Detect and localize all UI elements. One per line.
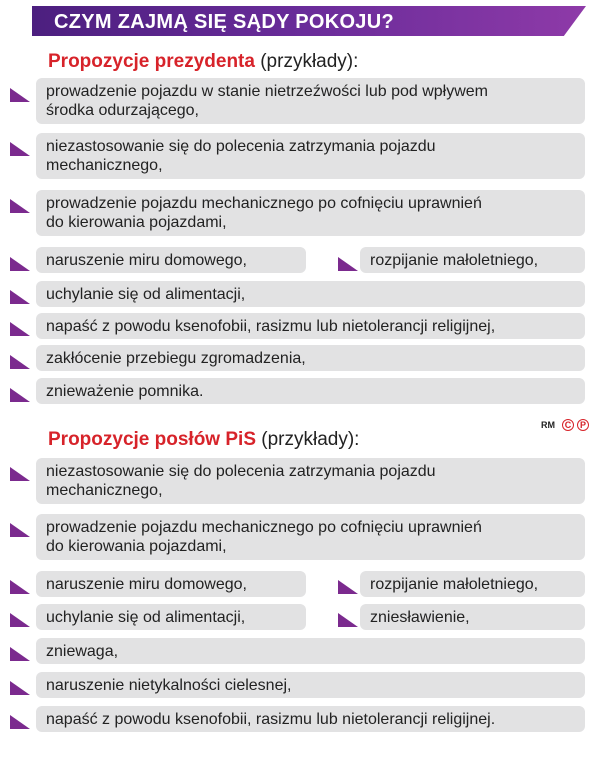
list-item <box>36 514 585 560</box>
triangle-bullet-icon <box>338 580 358 594</box>
triangle-bullet-icon <box>10 290 30 304</box>
list-item: zakłócenie przebiegu zgromadzenia, <box>36 345 585 371</box>
list-item-line: mechanicznego, <box>46 157 163 174</box>
list-item: rozpijanie małoletniego, <box>360 571 585 597</box>
list-item: napaść z powodu ksenofobii, rasizmu lub nietolerancji religijnej, <box>36 313 585 339</box>
list-item-line: prowadzenie pojazdu mechanicznego po cofnięciu uprawnień <box>46 519 482 536</box>
list-item-line: prowadzenie pojazdu w stanie nietrzeźwości lub pod wpływem <box>46 83 489 100</box>
list-item-line: prowadzenie pojazdu mechanicznego po cofnięciu uprawnień <box>46 195 482 212</box>
triangle-bullet-icon <box>10 715 30 729</box>
list-item: napaść z powodu ksenofobii, rasizmu lub nietolerancji religijnej. <box>36 706 585 732</box>
triangle-bullet-icon <box>10 580 30 594</box>
section-title-rest: (przykłady): <box>254 51 359 72</box>
list-item <box>36 190 585 236</box>
triangle-bullet-icon <box>338 257 358 271</box>
section-title-pis <box>48 428 359 452</box>
list-item: naruszenie nietykalności cielesnej, <box>36 672 585 698</box>
list-item-line: niezastosowanie się do polecenia zatrzymania pojazdu <box>46 463 436 480</box>
section-title-president <box>48 50 358 74</box>
triangle-bullet-icon <box>10 467 30 481</box>
triangle-bullet-icon <box>10 88 30 102</box>
list-item: naruszenie miru domowego, <box>36 571 306 597</box>
list-item <box>36 78 585 124</box>
copyright-icon: C <box>562 419 574 431</box>
triangle-bullet-icon <box>10 355 30 369</box>
list-item-line: do kierowania pojazdami, <box>46 214 227 231</box>
triangle-bullet-icon <box>10 523 30 537</box>
section-title-rest: (przykłady): <box>256 429 360 450</box>
list-item: zniewaga, <box>36 638 585 664</box>
list-item <box>36 133 585 179</box>
phonogram-icon: P <box>577 419 589 431</box>
list-item: rozpijanie małoletniego, <box>360 247 585 273</box>
list-item: uchylanie się od alimentacji, <box>36 281 585 307</box>
triangle-bullet-icon <box>10 322 30 336</box>
triangle-bullet-icon <box>10 142 30 156</box>
list-item-line: mechanicznego, <box>46 482 163 499</box>
list-item: zniesławienie, <box>360 604 585 630</box>
section-title-accent: Propozycje prezydenta <box>48 51 255 72</box>
triangle-bullet-icon <box>10 388 30 402</box>
triangle-bullet-icon <box>10 613 30 627</box>
list-item: naruszenie miru domowego, <box>36 247 306 273</box>
publisher-logo <box>541 418 589 432</box>
list-item-line: środka odurzającego, <box>46 102 199 119</box>
list-item: uchylanie się od alimentacji, <box>36 604 306 630</box>
triangle-bullet-icon <box>10 257 30 271</box>
triangle-bullet-icon <box>338 613 358 627</box>
triangle-bullet-icon <box>10 647 30 661</box>
list-item-line: do kierowania pojazdami, <box>46 538 227 555</box>
triangle-bullet-icon <box>10 681 30 695</box>
section-title-accent: Propozycje posłów PiS <box>48 429 256 450</box>
list-item: znieważenie pomnika. <box>36 378 585 404</box>
page-title: CZYM ZAJMĄ SIĘ SĄDY POKOJU? <box>54 11 394 33</box>
list-item-line: niezastosowanie się do polecenia zatrzymania pojazdu <box>46 138 436 155</box>
triangle-bullet-icon <box>10 199 30 213</box>
list-item <box>36 458 585 504</box>
logo-rm: RM <box>541 420 555 430</box>
